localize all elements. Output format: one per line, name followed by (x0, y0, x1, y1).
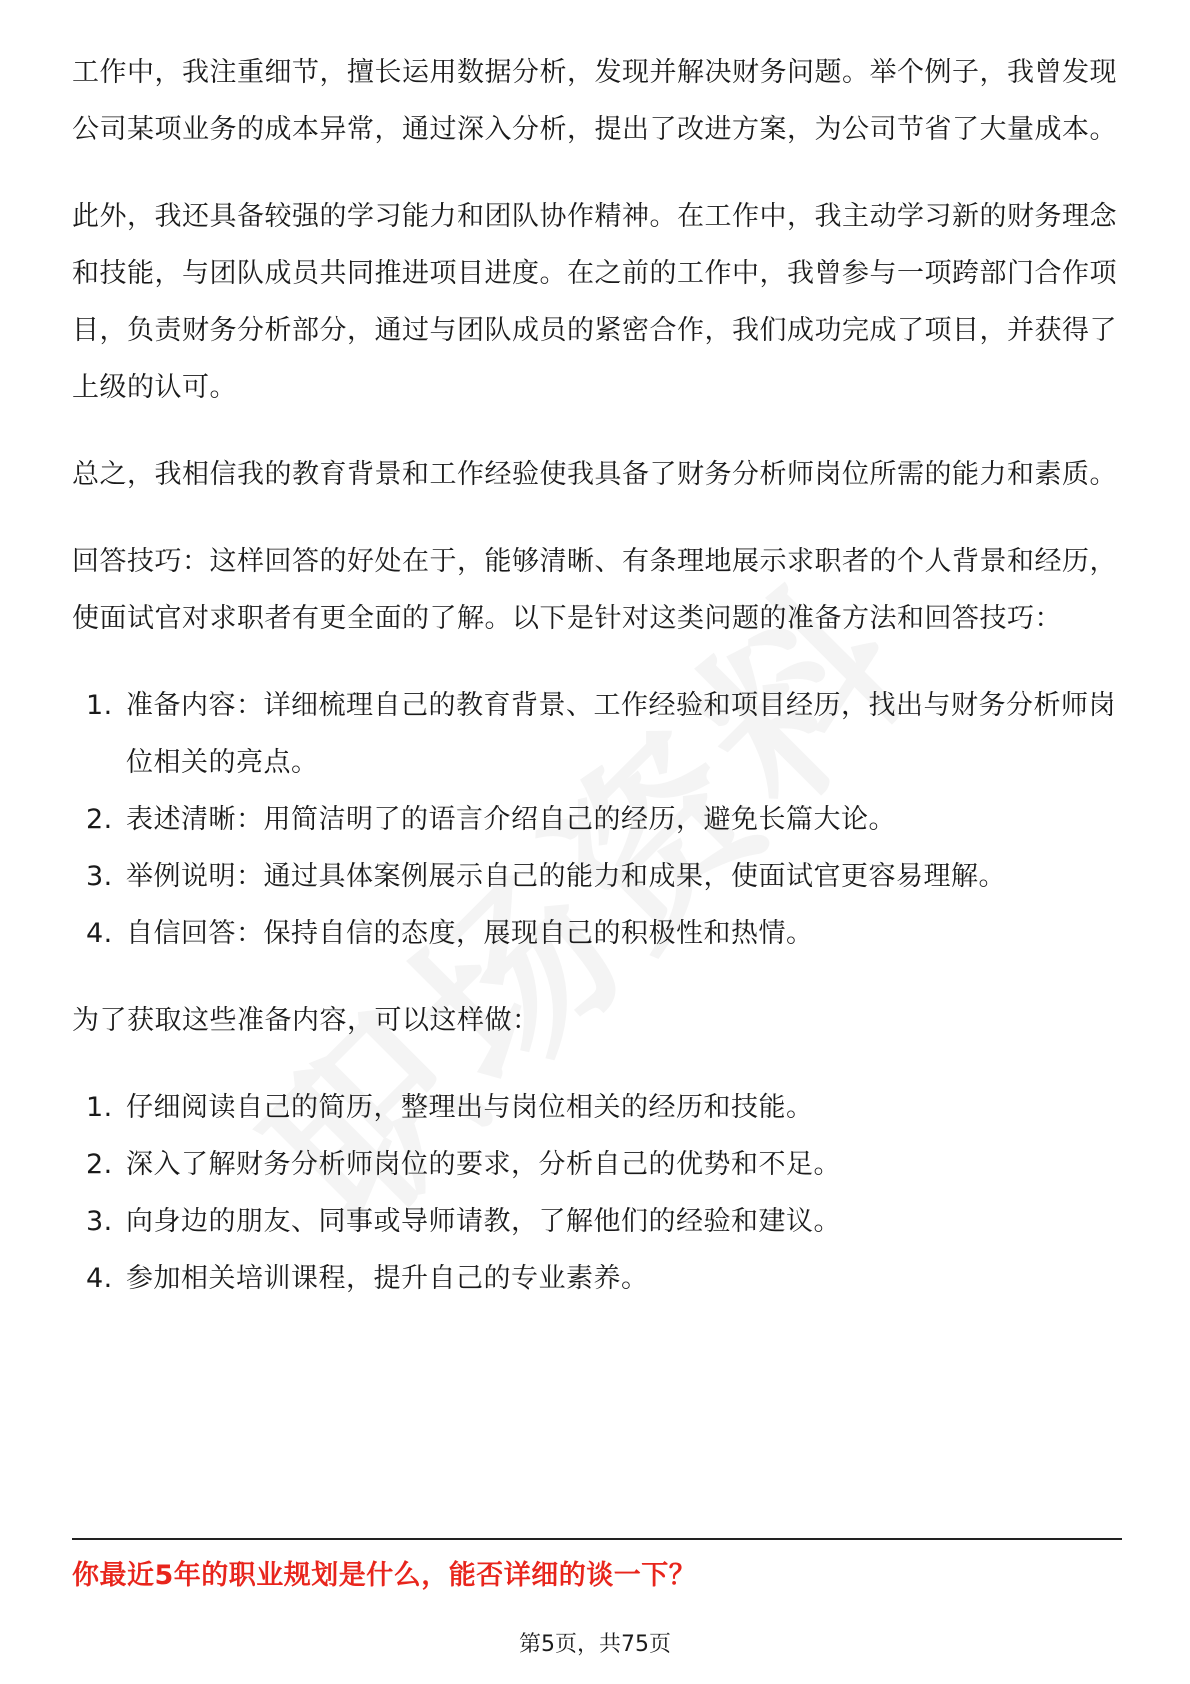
list-item-text: 自信回答：保持自信的态度，展现自己的积极性和热情。 (126, 918, 814, 949)
document-body (72, 44, 1122, 1337)
list-item-text: 仔细阅读自己的简历，整理出与岗位相关的经历和技能。 (126, 1092, 814, 1123)
list-item-text: 举例说明：通过具体案例展示自己的能力和成果，使面试官更容易理解。 (126, 861, 1006, 892)
list-item (72, 848, 1122, 905)
list-item (72, 1250, 1122, 1307)
list-item (72, 791, 1122, 848)
page-number: 第5页，共75页 (519, 1632, 671, 1657)
list-item-text: 表述清晰：用简洁明了的语言介绍自己的经历，避免长篇大论。 (126, 804, 896, 835)
list-item-text: 参加相关培训课程，提升自己的专业素养。 (126, 1263, 649, 1294)
list-item-number: 3. (86, 1206, 113, 1237)
paragraph-summary: 总之，我相信我的教育背景和工作经验使我具备了财务分析师岗位所需的能力和素质。 (72, 459, 1117, 490)
prep-list (72, 1079, 1122, 1307)
list-item-number: 3. (86, 861, 113, 892)
list-item-number: 2. (86, 804, 113, 835)
list-item-number: 1. (86, 1092, 113, 1123)
list-item-text: 准备内容：详细梳理自己的教育背景、工作经验和项目经历，找出与财务分析师岗位相关的亮点。 (126, 690, 1116, 778)
paragraph-work-details: 工作中，我注重细节，擅长运用数据分析，发现并解决财务问题。举个例子，我曾发现公司某项业务的成本异常，通过深入分析，提出了改进方案，为公司节省了大量成本。 (72, 57, 1117, 145)
list-item (72, 905, 1122, 962)
list-item-number: 1. (86, 690, 113, 721)
section-divider (72, 1538, 1122, 1540)
list-item (72, 1136, 1122, 1193)
list-item (72, 677, 1122, 791)
list-item-number: 4. (86, 918, 113, 949)
list-item-text: 深入了解财务分析师岗位的要求，分析自己的优势和不足。 (126, 1149, 841, 1180)
list-item-number: 2. (86, 1149, 113, 1180)
list-item (72, 1079, 1122, 1136)
paragraph-answer-tips: 回答技巧：这样回答的好处在于，能够清晰、有条理地展示求职者的个人背景和经历，使面试官对求职者有更全面的了解。以下是针对这类问题的准备方法和回答技巧： (72, 546, 1117, 634)
next-question-heading: 你最近5年的职业规划是什么，能否详细的谈一下？ (72, 1560, 697, 1591)
list-item-text: 向身边的朋友、同事或导师请教，了解他们的经验和建议。 (126, 1206, 841, 1237)
paragraph-prep-intro: 为了获取这些准备内容，可以这样做： (72, 1005, 540, 1036)
tips-list (72, 677, 1122, 962)
paragraph-learning-teamwork: 此外，我还具备较强的学习能力和团队协作精神。在工作中，我主动学习新的财务理念和技能，与团队成员共同推进项目进度。在之前的工作中，我曾参与一项跨部门合作项目，负责财务分析部分，通过与团队成员的紧密合作，我们成功完成了项目，并获得了上级的认可。 (72, 201, 1117, 403)
list-item (72, 1193, 1122, 1250)
list-item-number: 4. (86, 1263, 113, 1294)
